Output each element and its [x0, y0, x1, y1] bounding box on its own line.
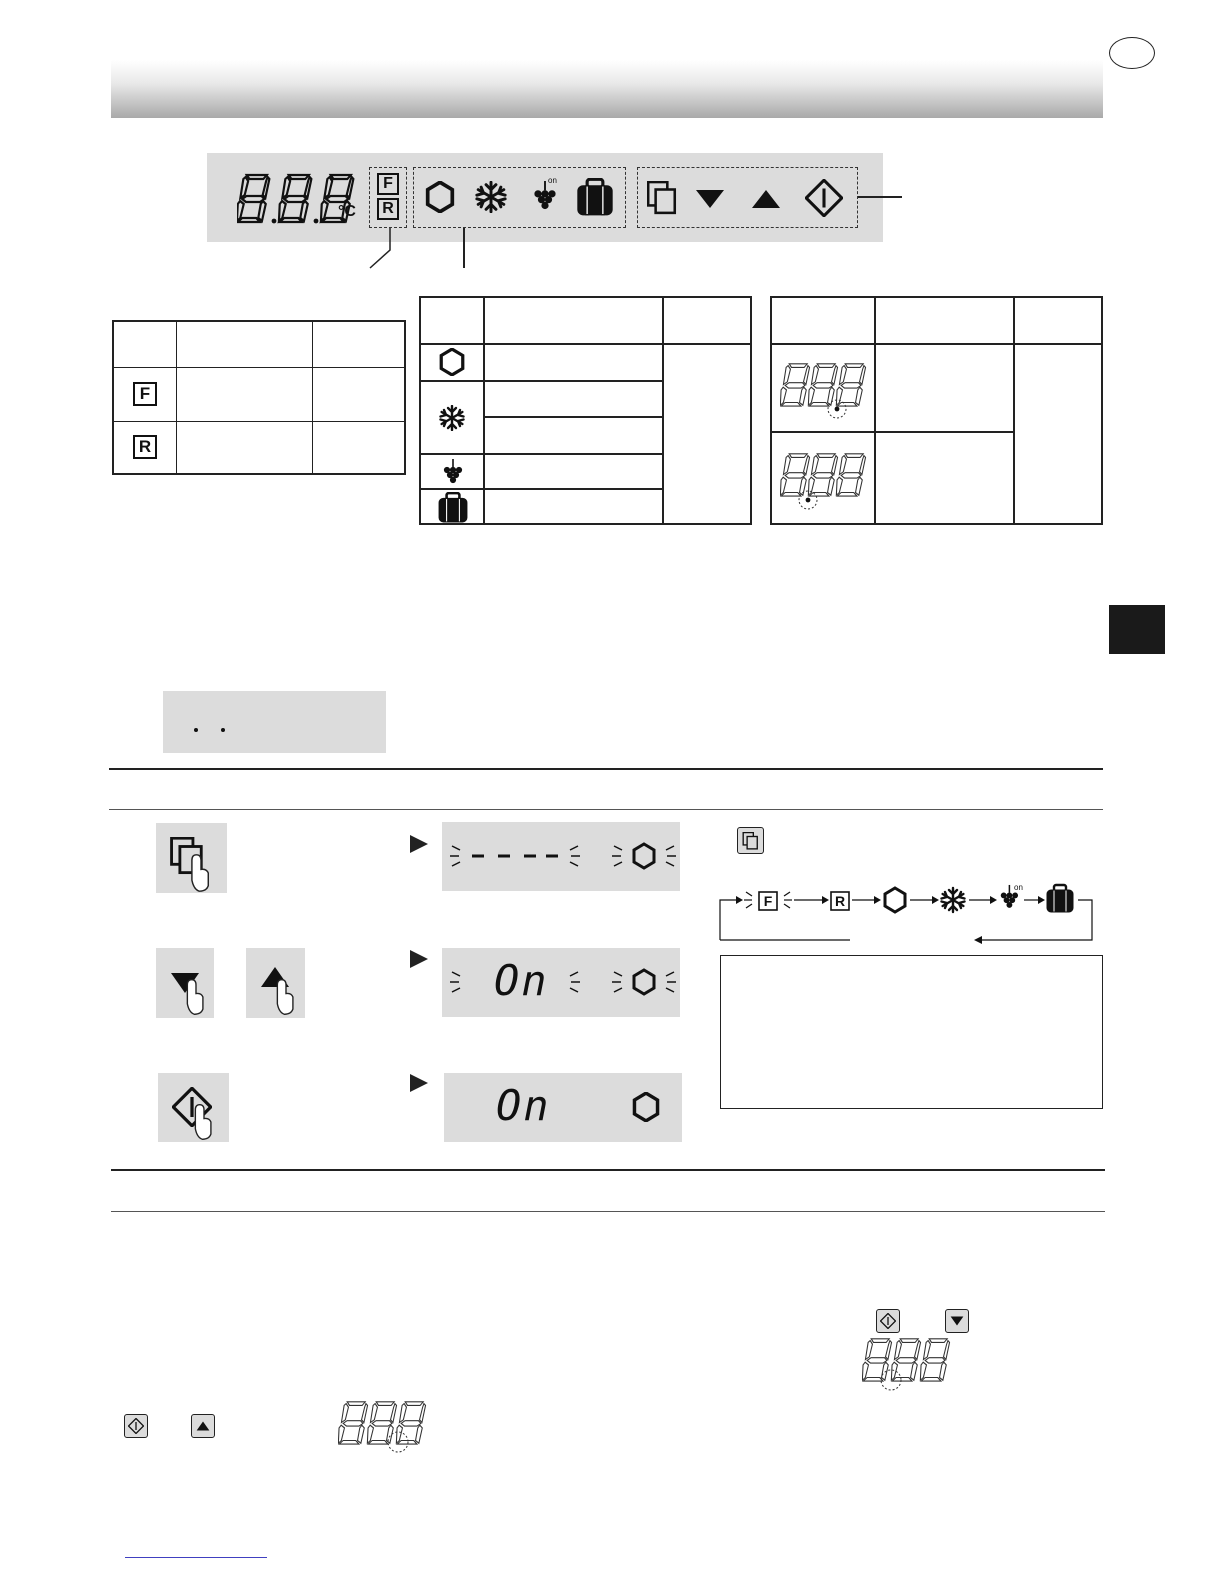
eco-hexagon-icon	[425, 181, 455, 213]
step3-display-text: On	[496, 1081, 551, 1130]
blinking-hexagon-icon	[612, 834, 676, 878]
finger-icon	[276, 978, 296, 1016]
up-button[interactable]	[751, 189, 781, 209]
eco-hexagon-icon	[439, 348, 465, 376]
table-row	[113, 421, 405, 474]
down-key-icon	[945, 1309, 969, 1333]
finger-icon	[186, 978, 206, 1016]
unit-label: °C	[338, 203, 356, 220]
suitcase-icon	[436, 492, 470, 523]
zone-callout-line	[368, 228, 396, 270]
hexagon-icon	[632, 1092, 660, 1122]
select-mode-key-icon	[737, 827, 764, 854]
up-key-icon	[191, 1414, 215, 1438]
header-bar	[111, 60, 1103, 118]
section-divider	[109, 768, 1103, 770]
digit-display-dot-left	[780, 450, 872, 512]
arrow-right-icon	[410, 1074, 428, 1092]
table-row	[113, 367, 405, 421]
language-badge	[1109, 37, 1155, 69]
set-key-icon	[124, 1414, 148, 1438]
section-divider	[111, 1211, 1105, 1212]
section-tab-marker	[1109, 605, 1165, 654]
zone-r-icon: R	[377, 198, 399, 220]
note-box	[720, 955, 1103, 1109]
control-panel-illustration	[207, 153, 883, 242]
step2-down-button[interactable]	[156, 948, 214, 1018]
dot-indicator-table	[770, 296, 1103, 525]
svg-text:on: on	[1014, 883, 1023, 892]
arrow-right-icon	[410, 950, 428, 968]
finger-icon	[190, 853, 212, 893]
note-gray-box	[163, 691, 386, 753]
set-key-icon	[876, 1309, 900, 1333]
zone-table	[112, 320, 406, 475]
finger-icon	[194, 1103, 214, 1141]
holiday-suitcase-icon	[573, 178, 617, 216]
step3-display	[444, 1073, 682, 1142]
section-divider	[111, 1169, 1105, 1171]
temperature-display	[237, 171, 387, 229]
footer-link-underline[interactable]	[125, 1557, 267, 1558]
select-mode-button[interactable]	[647, 181, 677, 215]
digit-display-dot-center	[338, 1398, 434, 1456]
wine-on-icon	[441, 456, 465, 486]
step2-display	[442, 948, 680, 1017]
digit-display-dot-right	[780, 360, 872, 420]
down-button[interactable]	[695, 189, 725, 209]
zone-r-icon: R	[133, 435, 157, 459]
mode-table	[419, 296, 752, 525]
step2-up-button[interactable]	[246, 948, 305, 1018]
svg-text:F: F	[763, 893, 773, 909]
arrow-right-icon	[410, 835, 428, 853]
step1-select-button[interactable]	[156, 823, 227, 893]
zone-f-icon: F	[133, 382, 157, 406]
blinking-hexagon-icon	[612, 960, 676, 1004]
step1-display	[442, 822, 680, 891]
step3-set-button[interactable]	[158, 1073, 229, 1142]
step2-display-text: On	[494, 956, 549, 1005]
svg-text:R: R	[834, 893, 846, 909]
snowflake-icon	[439, 405, 465, 431]
modes-callout-line	[463, 228, 465, 268]
wine-on-label: on	[548, 176, 557, 185]
set-button[interactable]	[805, 179, 843, 217]
buttons-callout-line	[858, 196, 902, 198]
digit-display-dot-left	[862, 1335, 958, 1393]
mode-cycle-diagram	[718, 878, 1096, 948]
fast-freeze-snowflake-icon	[475, 181, 507, 213]
section-divider	[109, 809, 1103, 810]
zone-f-icon: F	[377, 173, 399, 195]
